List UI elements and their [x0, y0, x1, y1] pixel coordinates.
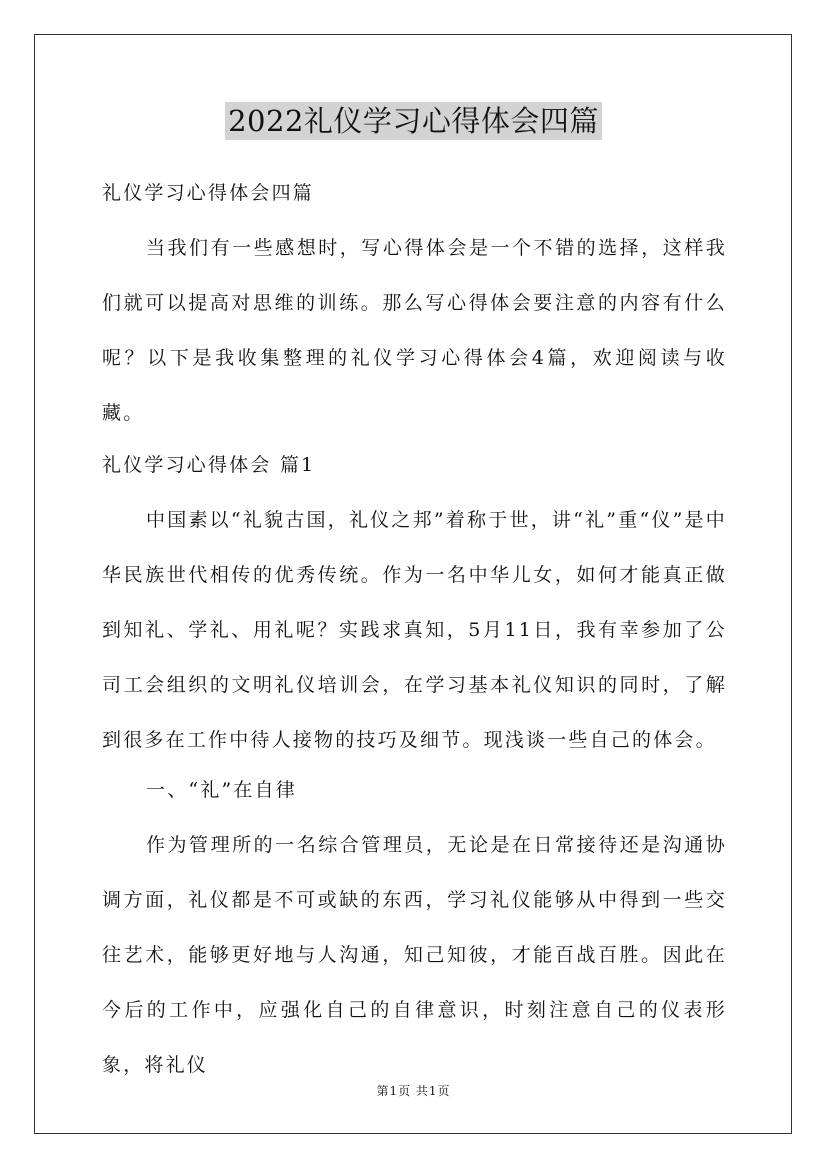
document-subtitle: 礼仪学习心得体会四篇	[102, 182, 315, 204]
document-title	[0, 98, 827, 144]
section-heading: 礼仪学习心得体会 篇1	[102, 454, 316, 476]
intro-paragraph: 当我们有一些感想时，写心得体会是一个不错的选择，这样我们就可以提高对思维的训练。那么写心得体会要注意的内容有什么呢？以下是我收集整理的礼仪学习心得体会4篇，欢迎阅读与收藏。	[102, 237, 727, 424]
body-paragraph: 作为管理所的一名综合管理员，无论是在日常接待还是沟通协调方面，礼仪都是不可或缺的东西，学习礼仪能够从中得到一些交往艺术，能够更好地与人沟通，知己知彼，才能百战百胜。因此在今后的工作中，应强化自己的自律意识，时刻注意自己的仪表形象，将礼仪	[102, 834, 727, 1076]
body-paragraph: 中国素以“礼貌古国，礼仪之邦”着称于世，讲“礼”重“仪”是中华民族世代相传的优秀传统。作为一名中华儿女，如何才能真正做到知礼、学礼、用礼呢？实践求真知，5月11日，我有幸参加了公司工会组织的文明礼仪培训会，在学习基本礼仪知识的同时，了解到很多在工作中待人接物的技巧及细节。现浅谈一些自己的体会。	[102, 509, 727, 751]
page-footer: 第1页 共1页	[376, 1084, 451, 1098]
document-title-text: 2022礼仪学习心得体会四篇	[225, 102, 602, 140]
sub-heading: 一、“礼”在自律	[146, 779, 298, 801]
